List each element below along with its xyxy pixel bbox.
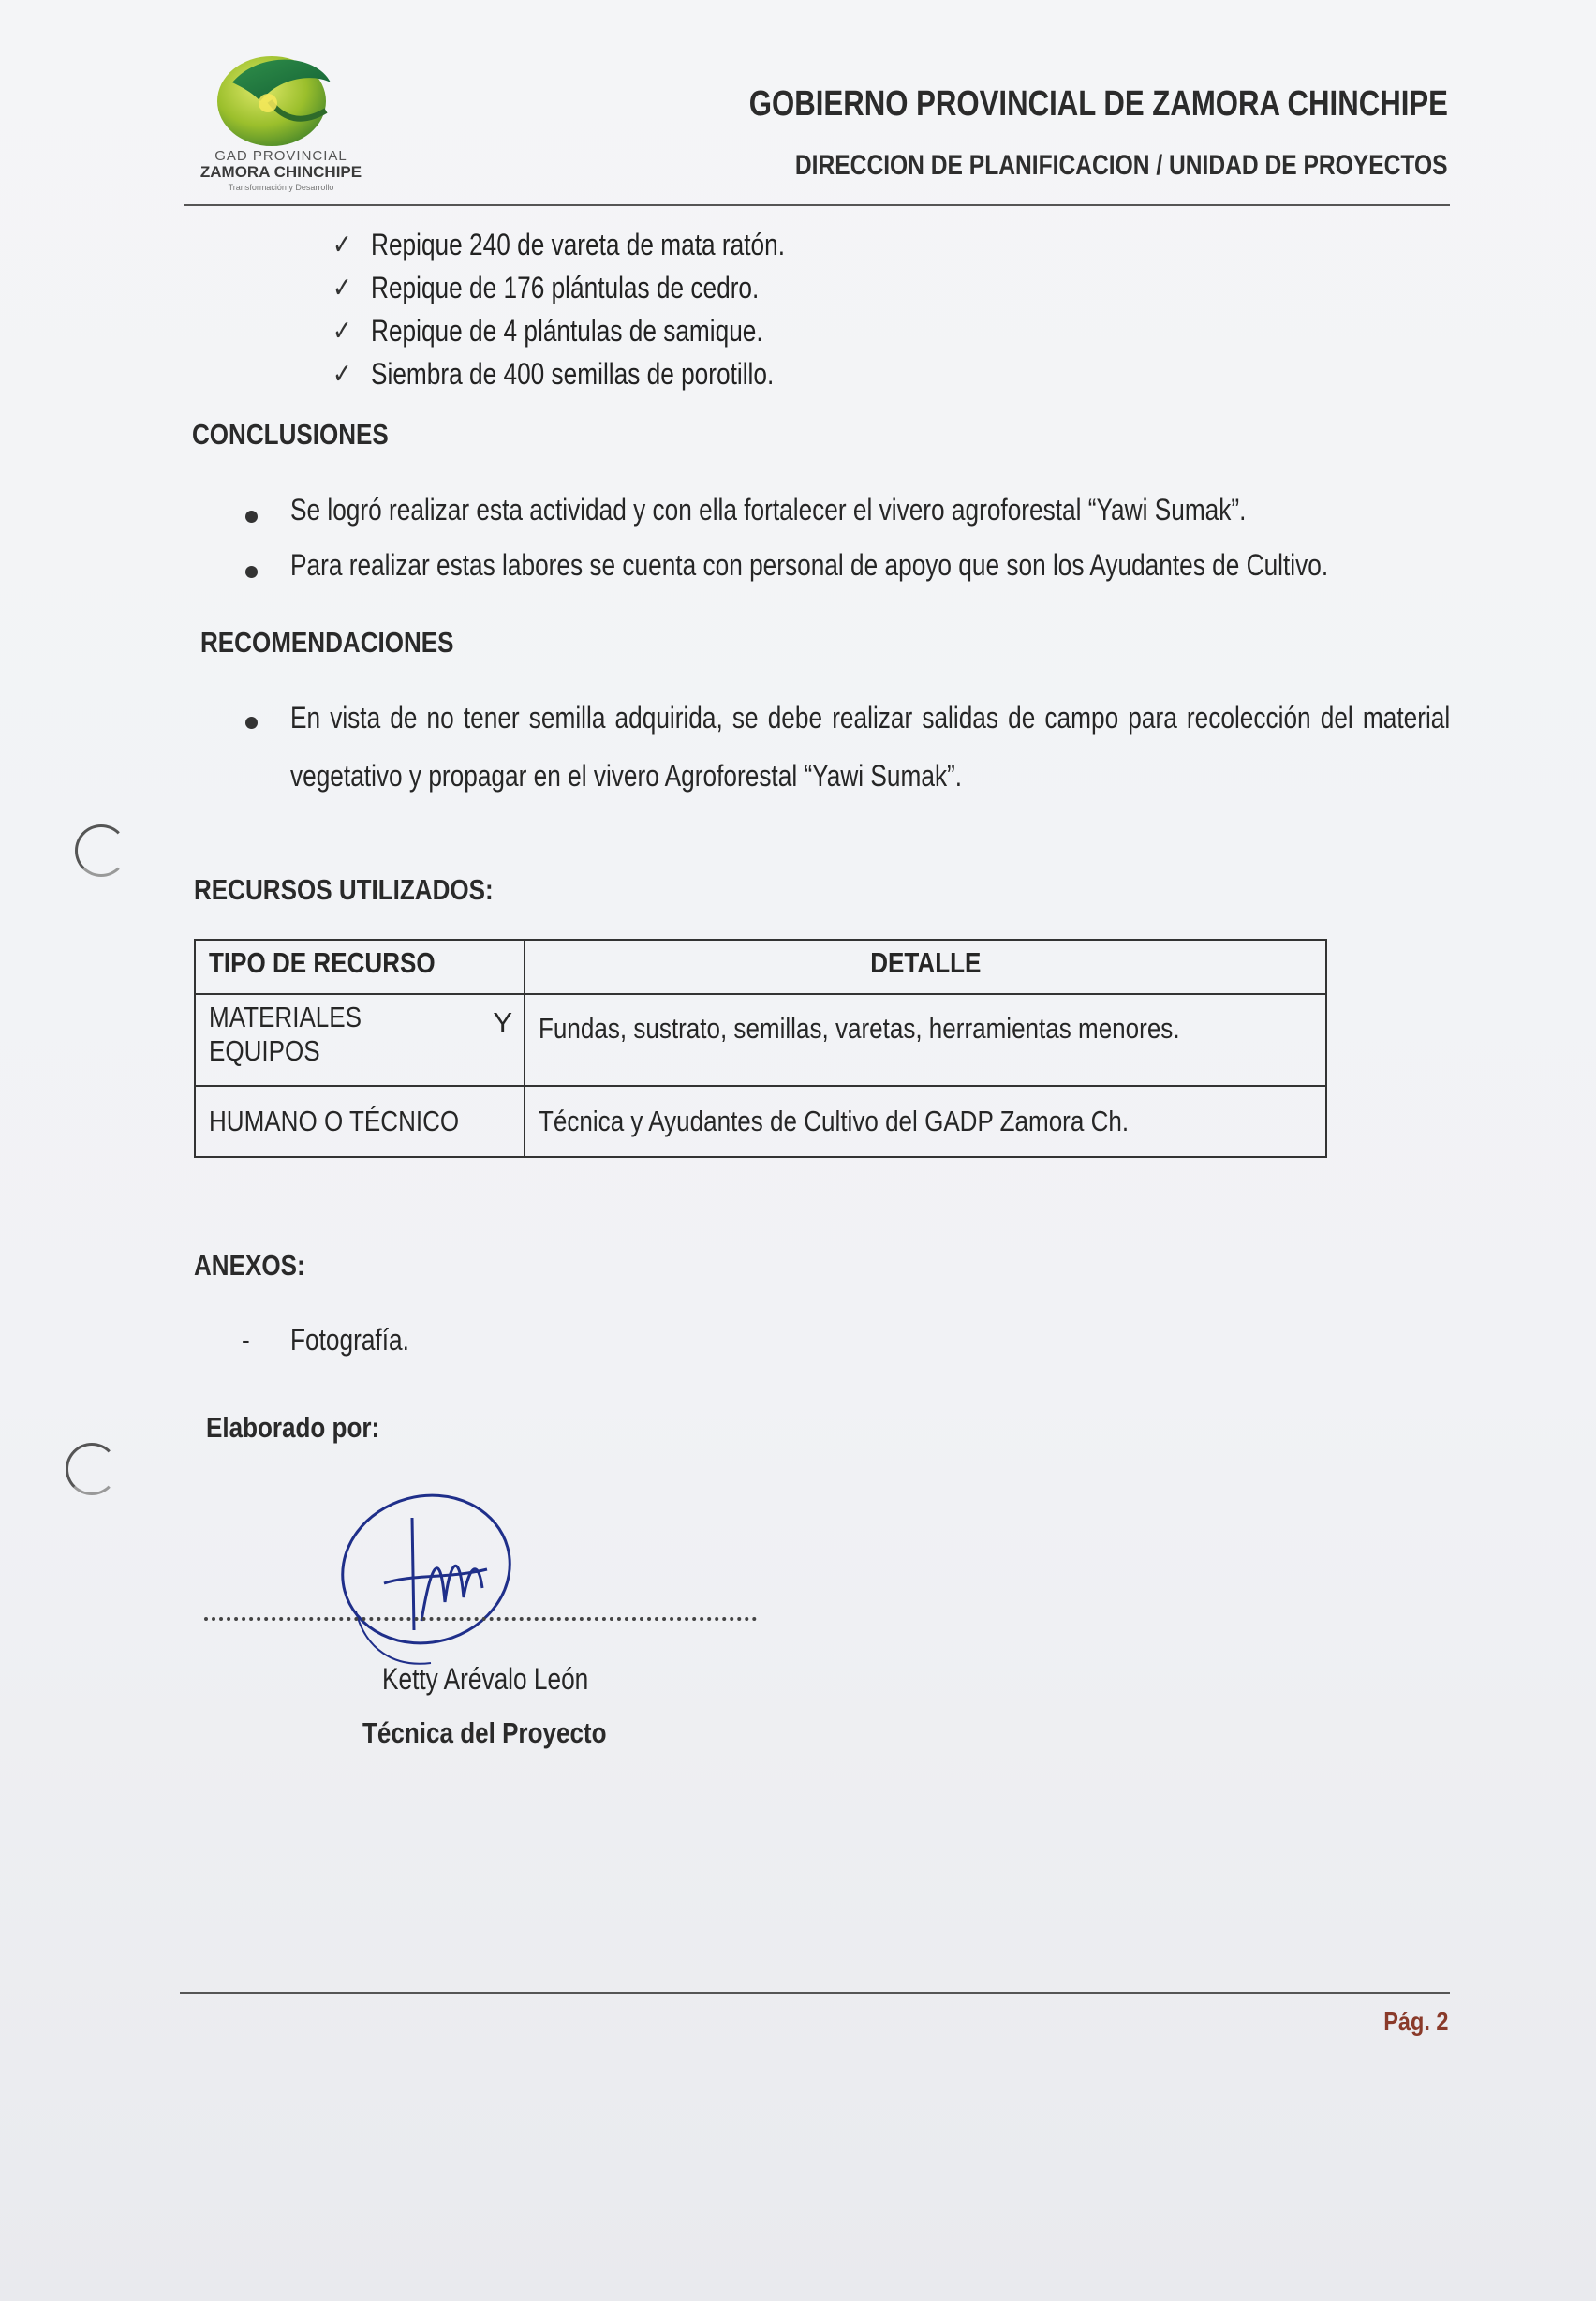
dash-marker: -	[242, 1323, 250, 1357]
bullet-icon	[245, 511, 258, 523]
logo-text-tagline: Transformación y Desarrollo	[228, 183, 334, 192]
document-header-title: GOBIERNO PROVINCIAL DE ZAMORA CHINCHIPE	[748, 84, 1448, 124]
signature-icon	[328, 1480, 525, 1677]
conclusion-item: Se logró realizar esta actividad y con ella fortalecer el vivero agroforestal “Yawi Sumak”.	[290, 493, 1247, 527]
logo-text-top: GAD PROVINCIAL	[214, 148, 347, 164]
table-row	[195, 1086, 1326, 1157]
bullet-icon	[245, 566, 258, 578]
signer-name: Ketty Arévalo León	[382, 1662, 589, 1696]
recomendaciones-heading: RECOMENDACIONES	[200, 626, 454, 659]
organization-logo	[187, 37, 375, 197]
table-cell: MATERIALES Y EQUIPOS	[195, 994, 525, 1086]
recursos-heading: RECURSOS UTILIZADOS:	[194, 873, 494, 906]
binder-hole	[66, 1443, 118, 1495]
table-header-cell: TIPO DE RECURSO	[195, 940, 525, 994]
table-header-row	[195, 940, 1326, 994]
page-number: Pág. 2	[1382, 2007, 1448, 2036]
resources-table	[194, 939, 1327, 1158]
list-item: ✓ Siembra de 400 semillas de porotillo.	[332, 356, 775, 391]
conclusion-item: Para realizar estas labores se cuenta con personal de apoyo que son los Ayudantes de Cultivo.	[290, 548, 1329, 582]
table-row	[195, 994, 1326, 1086]
leaf-logo-icon	[214, 45, 335, 150]
header-divider	[184, 204, 1450, 206]
signer-role: Técnica del Proyecto	[362, 1716, 607, 1749]
annex-item: Fotografía.	[290, 1323, 409, 1357]
binder-hole	[75, 824, 127, 877]
document-header-subtitle: DIRECCION DE PLANIFICACION / UNIDAD DE PROYECTOS	[795, 150, 1448, 181]
table-header-cell: DETALLE	[525, 940, 1326, 994]
list-item: ✓ Repique de 176 plántulas de cedro.	[332, 270, 760, 304]
anexos-heading: ANEXOS:	[194, 1249, 305, 1282]
recommendation-item: En vista de no tener semilla adquirida, se debe realizar salidas de campo para recolección del material vegetativo y propagar en el vivero Agroforestal “Yawi Sumak”.	[290, 701, 1451, 793]
checkmark-icon: ✓	[332, 272, 352, 304]
bullet-icon	[245, 717, 258, 729]
logo-text-main: ZAMORA CHINCHIPE	[200, 163, 362, 181]
table-cell: HUMANO O TÉCNICO	[195, 1086, 525, 1157]
elaborated-by-label: Elaborado por:	[206, 1411, 380, 1444]
checkmark-icon: ✓	[332, 358, 352, 390]
list-item: ✓ Repique 240 de vareta de mata ratón.	[332, 227, 786, 261]
activity-list	[332, 223, 884, 395]
footer-divider	[180, 1992, 1450, 1994]
table-cell: Fundas, sustrato, semillas, varetas, herramientas menores.	[525, 994, 1326, 1086]
list-item: ✓ Repique de 4 plántulas de samique.	[332, 313, 763, 348]
signature-line	[204, 1617, 757, 1621]
conclusiones-heading: CONCLUSIONES	[192, 418, 389, 451]
checkmark-icon: ✓	[332, 229, 352, 260]
checkmark-icon: ✓	[332, 315, 352, 347]
table-cell: Técnica y Ayudantes de Cultivo del GADP Zamora Ch.	[525, 1086, 1326, 1157]
